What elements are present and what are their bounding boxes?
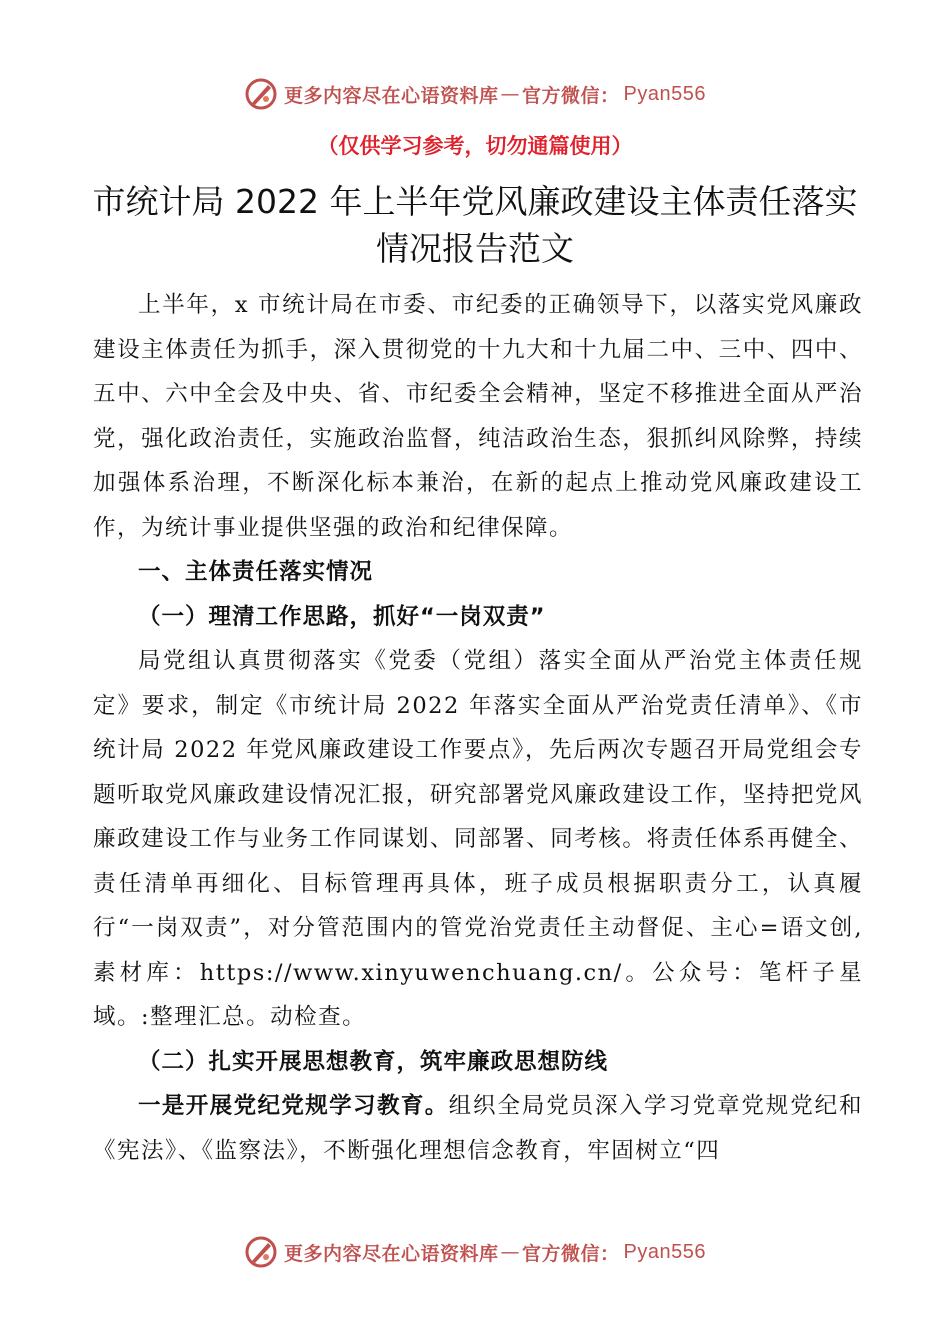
watermark-header	[0, 74, 950, 114]
watermark-separator: —	[500, 1241, 521, 1263]
watermark-official: 官方微信：	[522, 84, 620, 107]
subsection-heading-1: （一）理清工作思路，抓好“一岗双责”	[138, 603, 546, 630]
body-paragraph-1: 局党组认真贯彻落实《党委（党组）落实全面从严治党主体责任规定》要求，制定《市统计局 2022 年落实全面从严治党责任清单》、《市统计局 2022 年党风廉政建设工作要点》，先后两次专题召开局党组会专题听取党风廉政建设情况汇报，研究部署党风廉政建设工作，坚持把党风廉政建设工作与业务工作同谋划、同部署、同考核。将责任体系再健全、责任清单再细化、目标管理再具体，班子成员根据职责分工，认真履行“一岗双责”，对分管范围内的管党治党责任主动督促、主心=语文创,素材库：https://www.xinyuwenchuang.cn/。公众号：笔杆子星域。:整理汇总。动检查。	[93, 648, 863, 1030]
watermark-text: 更多内容尽在心语资料库	[284, 1242, 499, 1265]
watermark-text: 更多内容尽在心语资料库	[284, 84, 499, 107]
watermark-id: Pyan556	[623, 1240, 706, 1263]
watermark-footer	[0, 1232, 950, 1272]
pen-circle-logo-icon	[244, 77, 278, 111]
intro-paragraph: 上半年，x 市统计局在市委、市纪委的正确领导下，以落实党风廉政建设主体责任为抓手，深入贯彻党的十九大和十九届二中、三中、四中、五中、六中全会及中央、省、市纪委全会精神，坚定不移推进全面从严治党，强化政治责任，实施政治监督，纯洁政治生态，狠抓纠风除弊，持续加强体系治理，不断深化标本兼治，在新的起点上推动党风廉政建设工作，为统计事业提供坚强的政治和纪律保障。	[93, 292, 863, 541]
document-body	[93, 283, 863, 1173]
paragraph-lead: 一是开展党纪党规学习教育。	[138, 1093, 449, 1119]
pen-circle-logo-icon	[244, 1235, 278, 1269]
body-paragraph-2	[93, 1084, 863, 1173]
document-title: 市统计局 2022 年上半年党风廉政建设主体责任落实情况报告范文	[92, 182, 858, 268]
watermark-separator: —	[500, 83, 521, 105]
watermark-official: 官方微信：	[522, 1242, 620, 1265]
paragraph-rest: 组织全局党员深入学习党章党规党纪和《宪法》、《监察法》，不断强化理想信念教育，牢固树立“四	[93, 1093, 863, 1164]
watermark-id: Pyan556	[623, 82, 706, 105]
usage-notice: （仅供学习参考，切勿通篇使用）	[317, 134, 633, 158]
section-heading-1: 一、主体责任落实情况	[138, 559, 374, 585]
subsection-heading-2: （二）扎实开展思想教育，筑牢廉政思想防线	[138, 1048, 609, 1075]
